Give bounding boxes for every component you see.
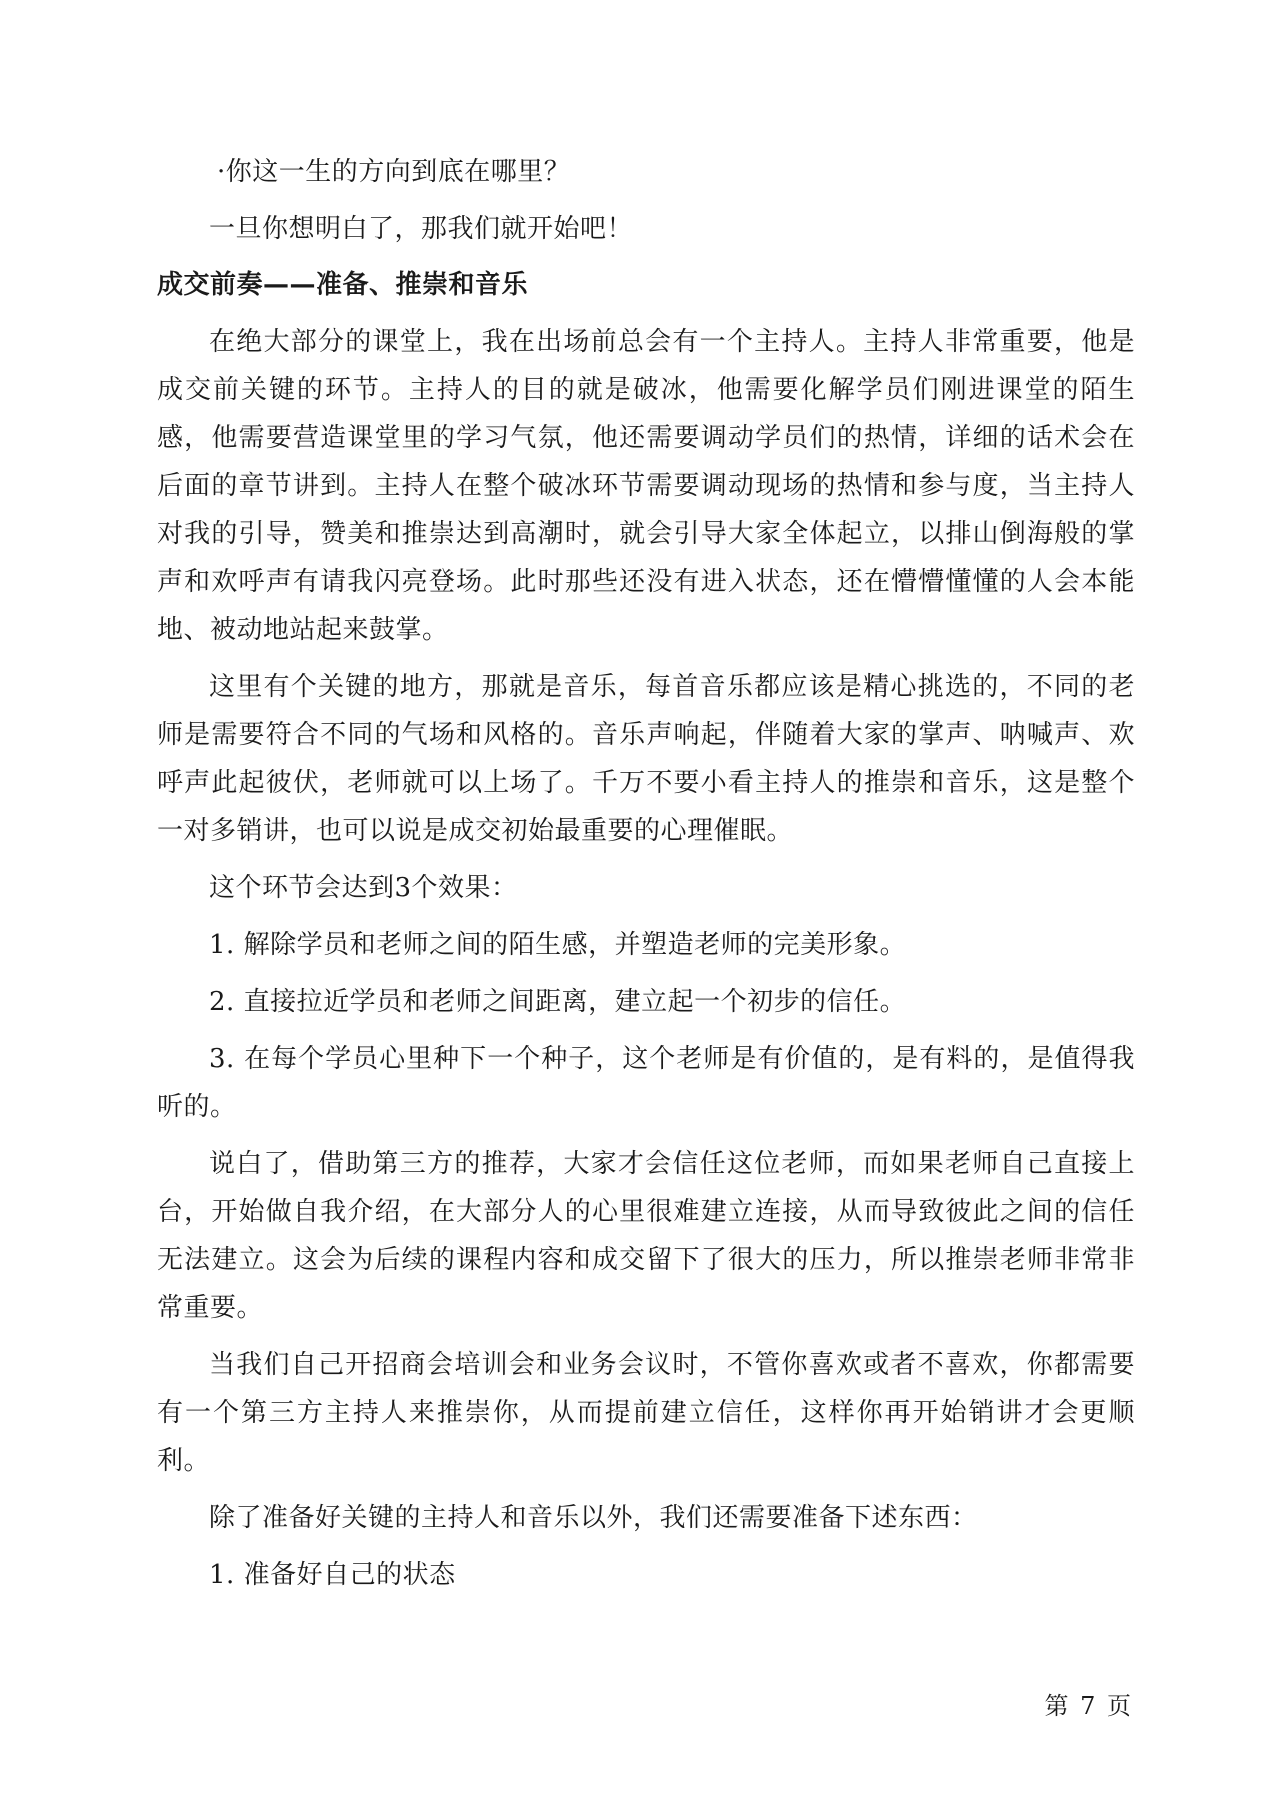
paragraph-own-meeting: 当我们自己开招商会培训会和业务会议时，不管你喜欢或者不喜欢，你都需要有一个第三方主持人来推崇你，从而提前建立信任，这样你再开始销讲才会更顺利。 — [157, 1350, 1135, 1476]
list-item-prepare-1: 1. 准备好自己的状态 — [209, 1560, 456, 1590]
list-item-effect-3: 3. 在每个学员心里种下一个种子，这个老师是有价值的，是有料的，是值得我听的。 — [157, 1044, 1135, 1122]
page-number: 第 7 页 — [1044, 1692, 1133, 1720]
bullet-question: ·你这一生的方向到底在哪里？ — [217, 157, 571, 187]
paragraph-start: 一旦你想明白了，那我们就开始吧！ — [209, 214, 634, 244]
section-heading: 成交前奏——准备、推崇和音乐 — [157, 270, 529, 300]
paragraph-effects-intro: 这个环节会达到3个效果： — [209, 873, 518, 903]
paragraph-host: 在绝大部分的课堂上，我在出场前总会有一个主持人。主持人非常重要，他是成交前关键的环节。主持人的目的就是破冰，他需要化解学员们刚进课堂的陌生感，他需要营造课堂里的学习气氛，他还需要调动学员们的热情，详细的话术会在后面的章节讲到。主持人在整个破冰环节需要调动现场的热情和参与度，当主持人对我的引导，赞美和推崇达到高潮时，就会引导大家全体起立，以排山倒海般的掌声和欢呼声有请我闪亮登场。此时那些还没有进入状态，还在懵懵懂懂的人会本能地、被动地站起来鼓掌。 — [157, 327, 1135, 645]
page-body — [157, 148, 1135, 1599]
paragraph-music: 这里有个关键的地方，那就是音乐，每首音乐都应该是精心挑选的，不同的老师是需要符合不同的气场和风格的。音乐声响起，伴随着大家的掌声、呐喊声、欢呼声此起彼伏，老师就可以上场了。千万不要小看主持人的推崇和音乐，这是整个一对多销讲，也可以说是成交初始最重要的心理催眠。 — [157, 672, 1135, 846]
paragraph-third-party: 说白了，借助第三方的推荐，大家才会信任这位老师，而如果老师自己直接上台，开始做自我介绍，在大部分人的心里很难建立连接，从而导致彼此之间的信任无法建立。这会为后续的课程内容和成交留下了很大的压力，所以推崇老师非常非常重要。 — [157, 1149, 1135, 1323]
paragraph-prepare-intro: 除了准备好关键的主持人和音乐以外，我们还需要准备下述东西： — [209, 1503, 978, 1533]
list-item-effect-2: 2. 直接拉近学员和老师之间距离，建立起一个初步的信任。 — [209, 987, 907, 1017]
list-item-effect-1: 1. 解除学员和老师之间的陌生感，并塑造老师的完美形象。 — [209, 930, 907, 960]
